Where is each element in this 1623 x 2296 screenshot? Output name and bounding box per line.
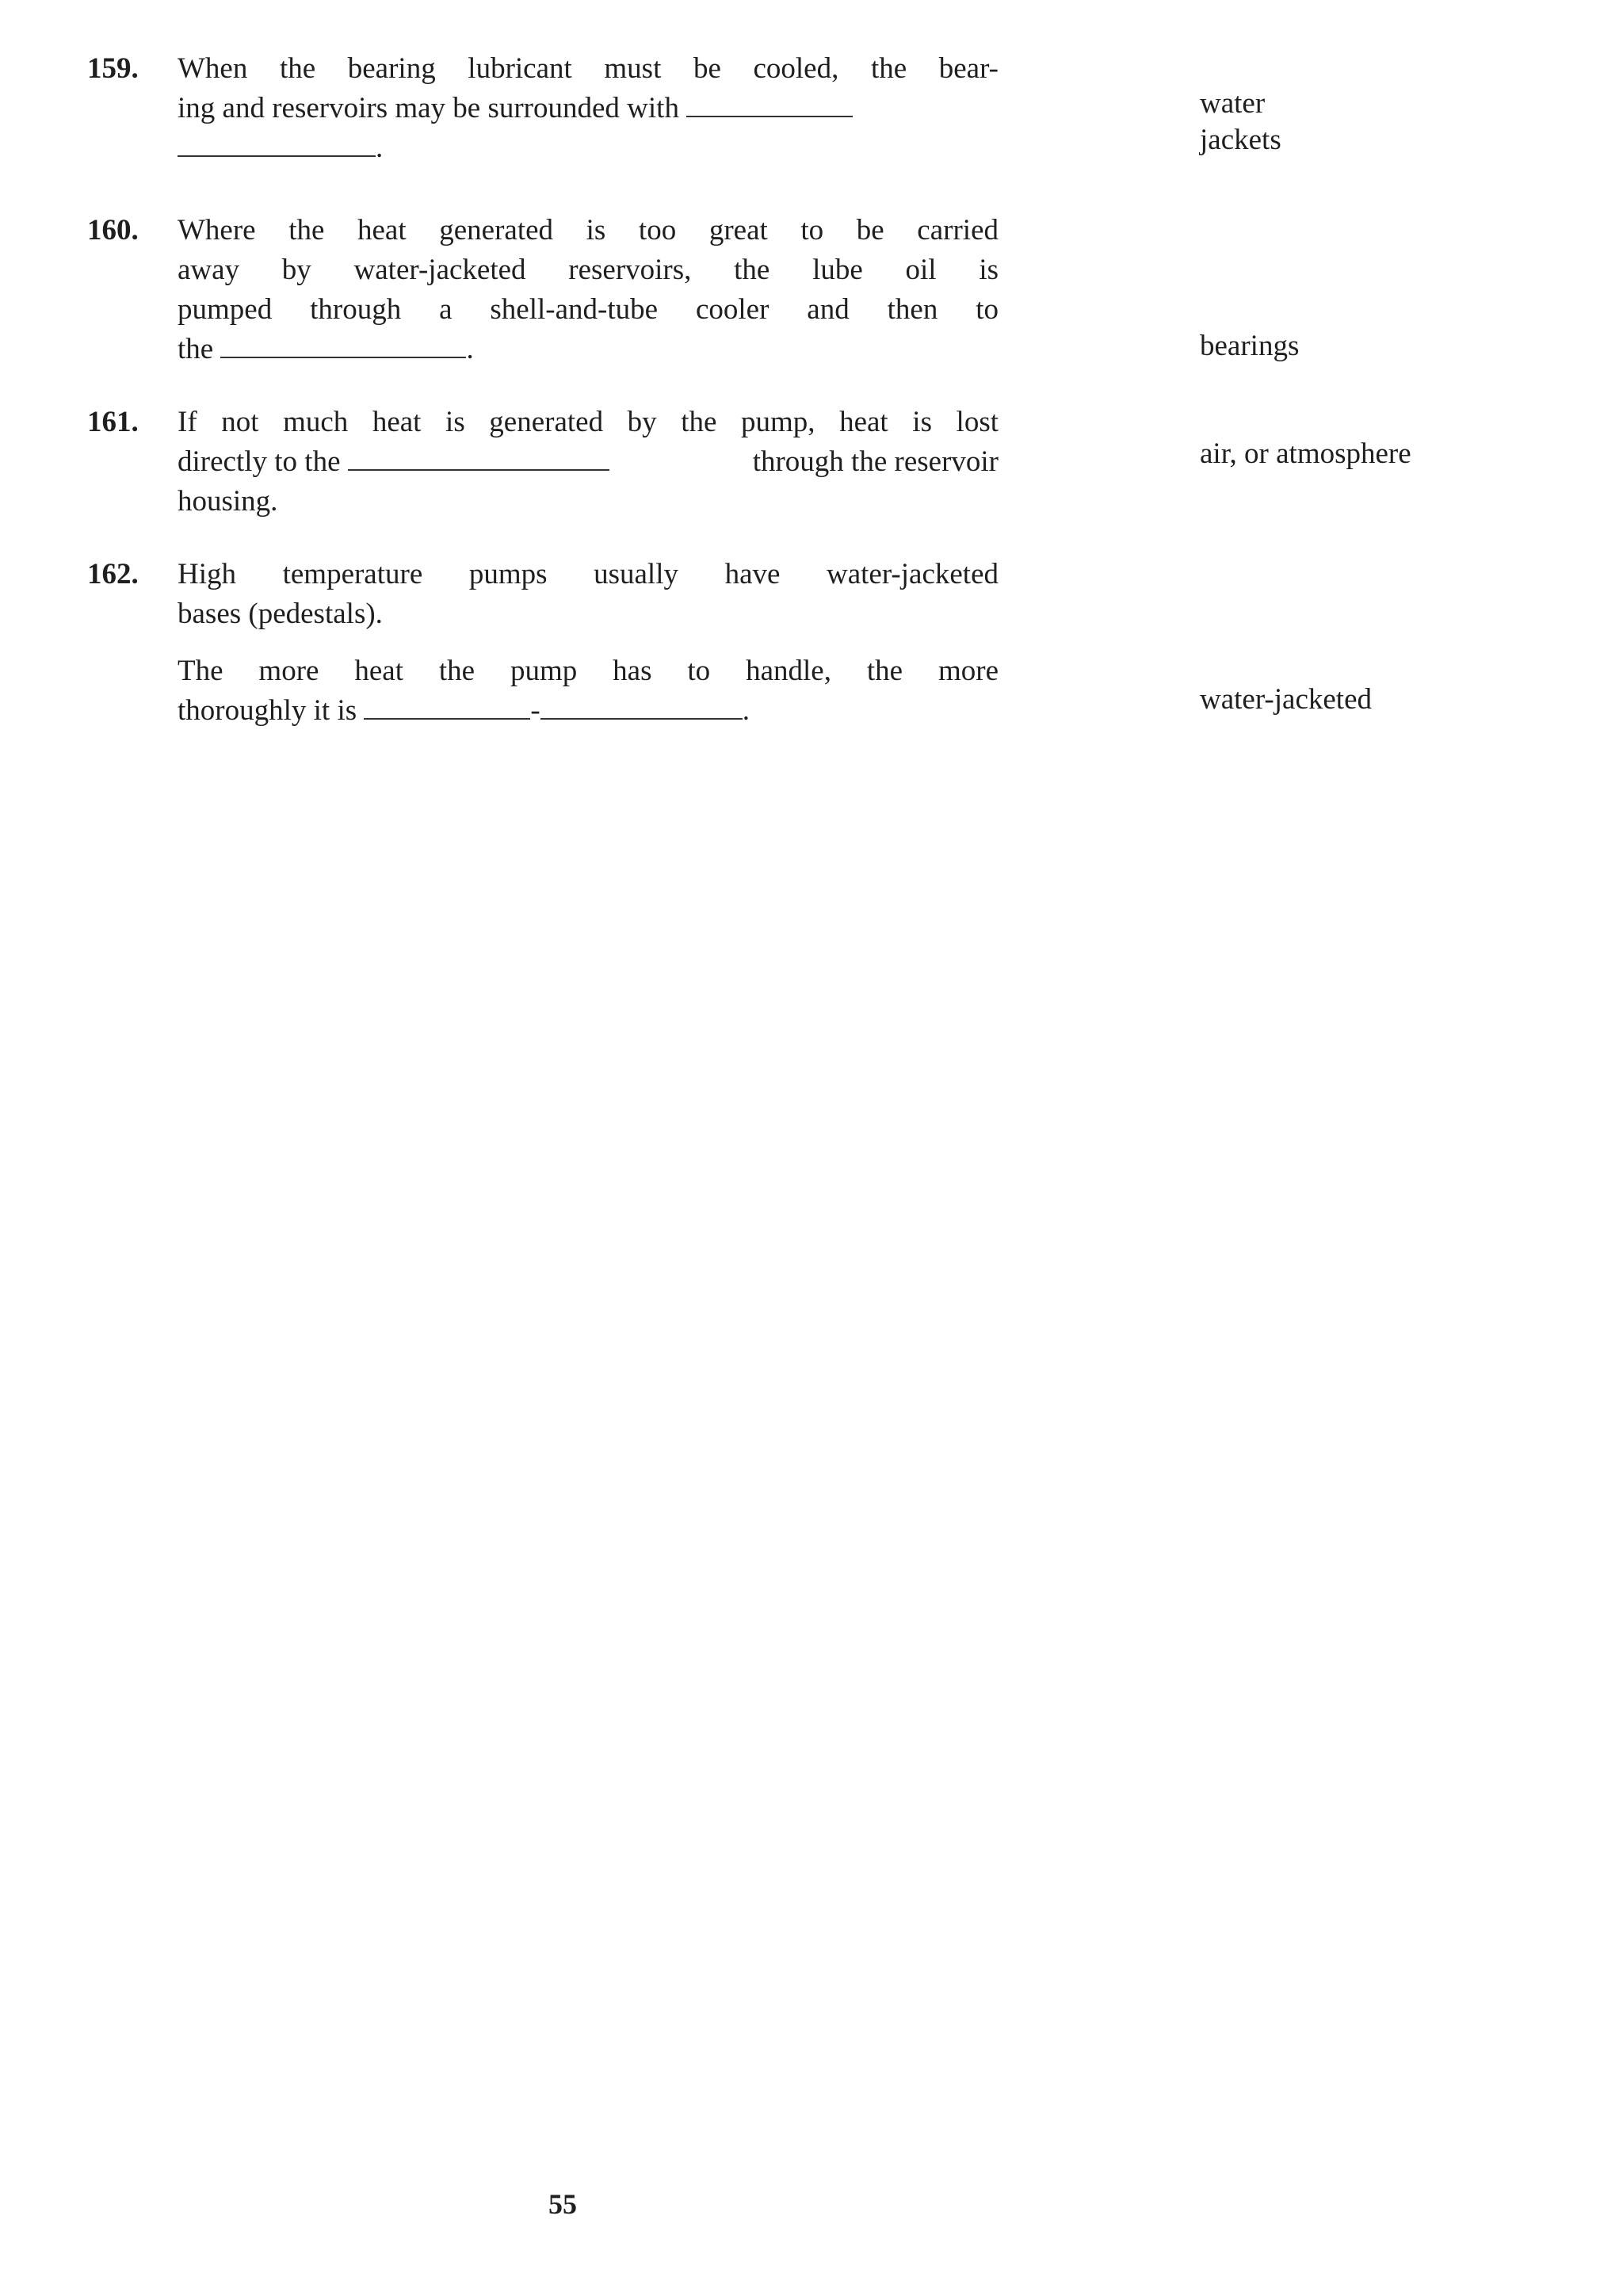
answer-line: water [1200,87,1266,120]
frame-number: 162. [87,558,139,590]
question-line: High temperature pumps usually have water-jacketed [178,558,999,590]
question-line: The more heat the pump has to handle, the more [178,655,999,687]
answer-blank[interactable] [686,90,853,117]
question-line: Where the heat generated is too great to be carried [178,214,999,246]
answer-line: jackets [1200,124,1281,156]
question-line: thoroughly it is - . [178,694,750,727]
frame-number: 159. [87,52,139,85]
answer-text [1200,328,1299,365]
answer-line: bearings [1200,330,1300,362]
answer-blank[interactable] [540,693,743,720]
question-line: housing. [178,485,278,518]
answer-text [1200,682,1372,718]
page-number: 55 [548,2188,577,2220]
question-line: directly to the through the reservoir [178,445,999,478]
answer-blank[interactable] [348,444,609,471]
frame-number: 161. [87,406,139,438]
question-line: If not much heat is generated by the pump, heat is lost [178,406,999,438]
answer-line: air, or atmosphere [1200,437,1411,470]
question-line: When the bearing lubricant must be cooled, the bear- [178,52,999,85]
frame-number: 160. [87,214,139,246]
question-line: pumped through a shell-and-tube cooler and then to [178,293,999,326]
question-line: the . [178,333,474,365]
frame-question [178,211,999,369]
question-line: bases (pedestals). [178,598,383,630]
answer-text [1200,86,1281,159]
question-line: away by water-jacketed reservoirs, the lube oil is [178,254,999,286]
question-line: ing and reservoirs may be surrounded with [178,89,999,128]
answer-text [1200,436,1411,472]
frame-question [178,403,999,521]
answer-blank[interactable] [220,331,466,358]
question-line: . [178,128,999,168]
frame-question [178,49,999,168]
answer-blank[interactable] [178,130,376,157]
answer-blank[interactable] [364,693,530,720]
answer-line: water-jacketed [1200,683,1372,716]
frame-question [178,555,999,731]
